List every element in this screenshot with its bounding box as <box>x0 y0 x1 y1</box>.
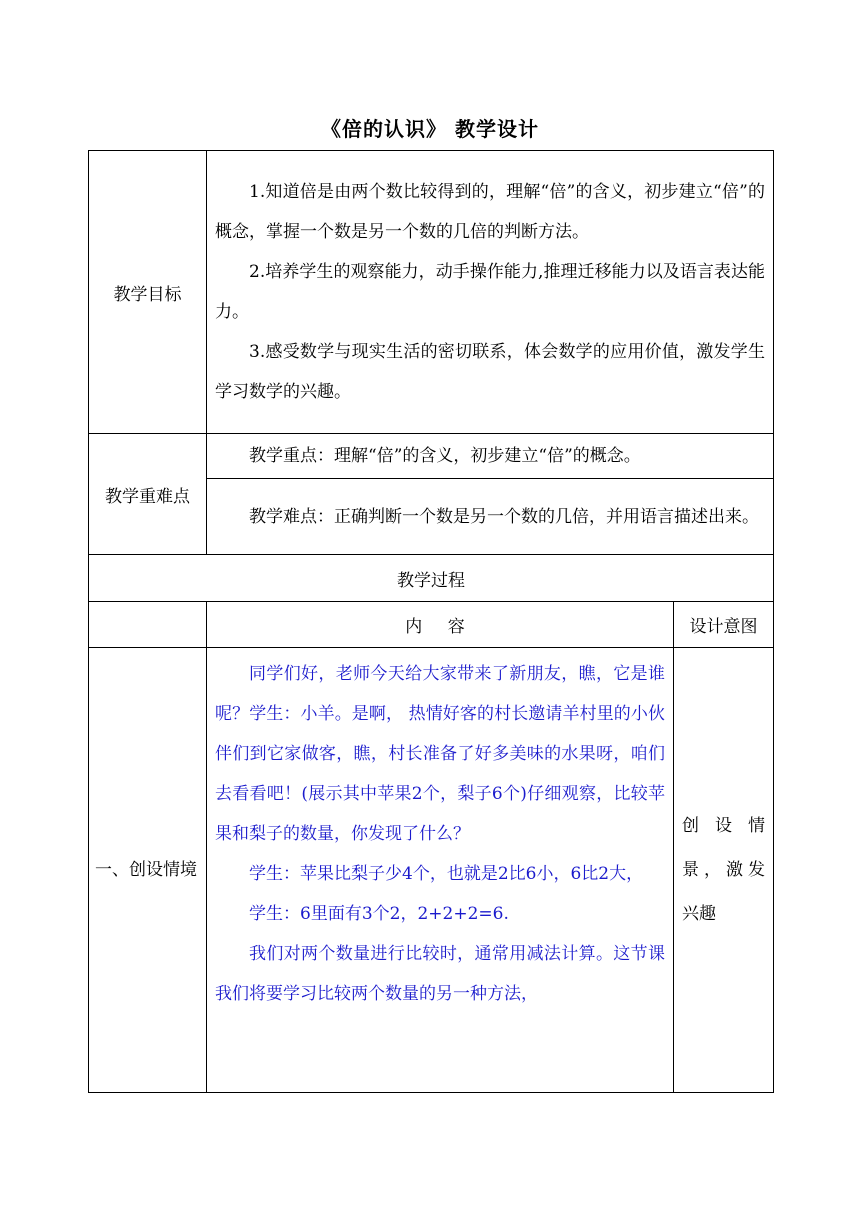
section1-row <box>89 648 774 1093</box>
document-title: 《倍的认识》 教学设计 <box>321 117 539 141</box>
objective-item: 3.感受数学与现实生活的密切联系，体会数学的应用价值，激发学生学习数学的兴趣。 <box>215 342 766 402</box>
column-header-row <box>89 602 774 648</box>
objective-item: 1.知道倍是由两个数比较得到的，理解“倍”的含义，初步建立“倍”的概念，掌握一个数是另一个数的几倍的判断方法。 <box>215 182 766 242</box>
focus-cell <box>207 434 774 479</box>
process-header-row <box>89 555 774 602</box>
content-column-header: 内 容 <box>207 602 674 648</box>
difficulty-text: 教学难点：正确判断一个数是另一个数的几倍，并用语言描述出来。 <box>249 506 759 527</box>
section1-label: 一、创设情境 <box>89 648 207 1093</box>
key-points-label: 教学重难点 <box>89 434 207 555</box>
intent-column-header: 设计意图 <box>674 602 774 648</box>
process-header: 教学过程 <box>89 555 774 602</box>
section1-paragraph: 同学们好，老师今天给大家带来了新朋友，瞧，它是谁呢？学生：小羊。是啊， 热情好客的村长邀请羊村里的小伙伴们到它家做客，瞧，村长准备了好多美味的水果呀，咱们去看看吧！(展示其中苹果2个，梨子6个)仔细观察，比较苹果和梨子的数量，你发现了什么？ <box>215 664 665 844</box>
section1-content <box>207 648 674 1093</box>
objective-item: 2.培养学生的观察能力，动手操作能力,推理迁移能力以及语言表达能力。 <box>215 262 766 322</box>
empty-header-cell <box>89 602 207 648</box>
focus-text: 教学重点：理解“倍”的含义，初步建立“倍”的概念。 <box>249 446 641 466</box>
objectives-content <box>207 151 774 434</box>
difficulty-cell <box>207 479 774 555</box>
section1-paragraph: 我们对两个数量进行比较时，通常用减法计算。这节课我们将要学习比较两个数量的另一种方法， <box>215 944 665 1004</box>
section1-paragraph: 学生：苹果比梨子少4个，也就是2比6小，6比2大， <box>249 864 644 884</box>
lesson-plan-table <box>88 150 774 1093</box>
key-points-row <box>89 434 774 479</box>
section1-intent: 创设情景，激发兴趣 <box>674 648 774 1093</box>
section1-paragraph: 学生：6里面有3个2，2+2+2=6. <box>249 904 509 924</box>
objectives-row <box>89 151 774 434</box>
objectives-label: 教学目标 <box>89 151 207 434</box>
